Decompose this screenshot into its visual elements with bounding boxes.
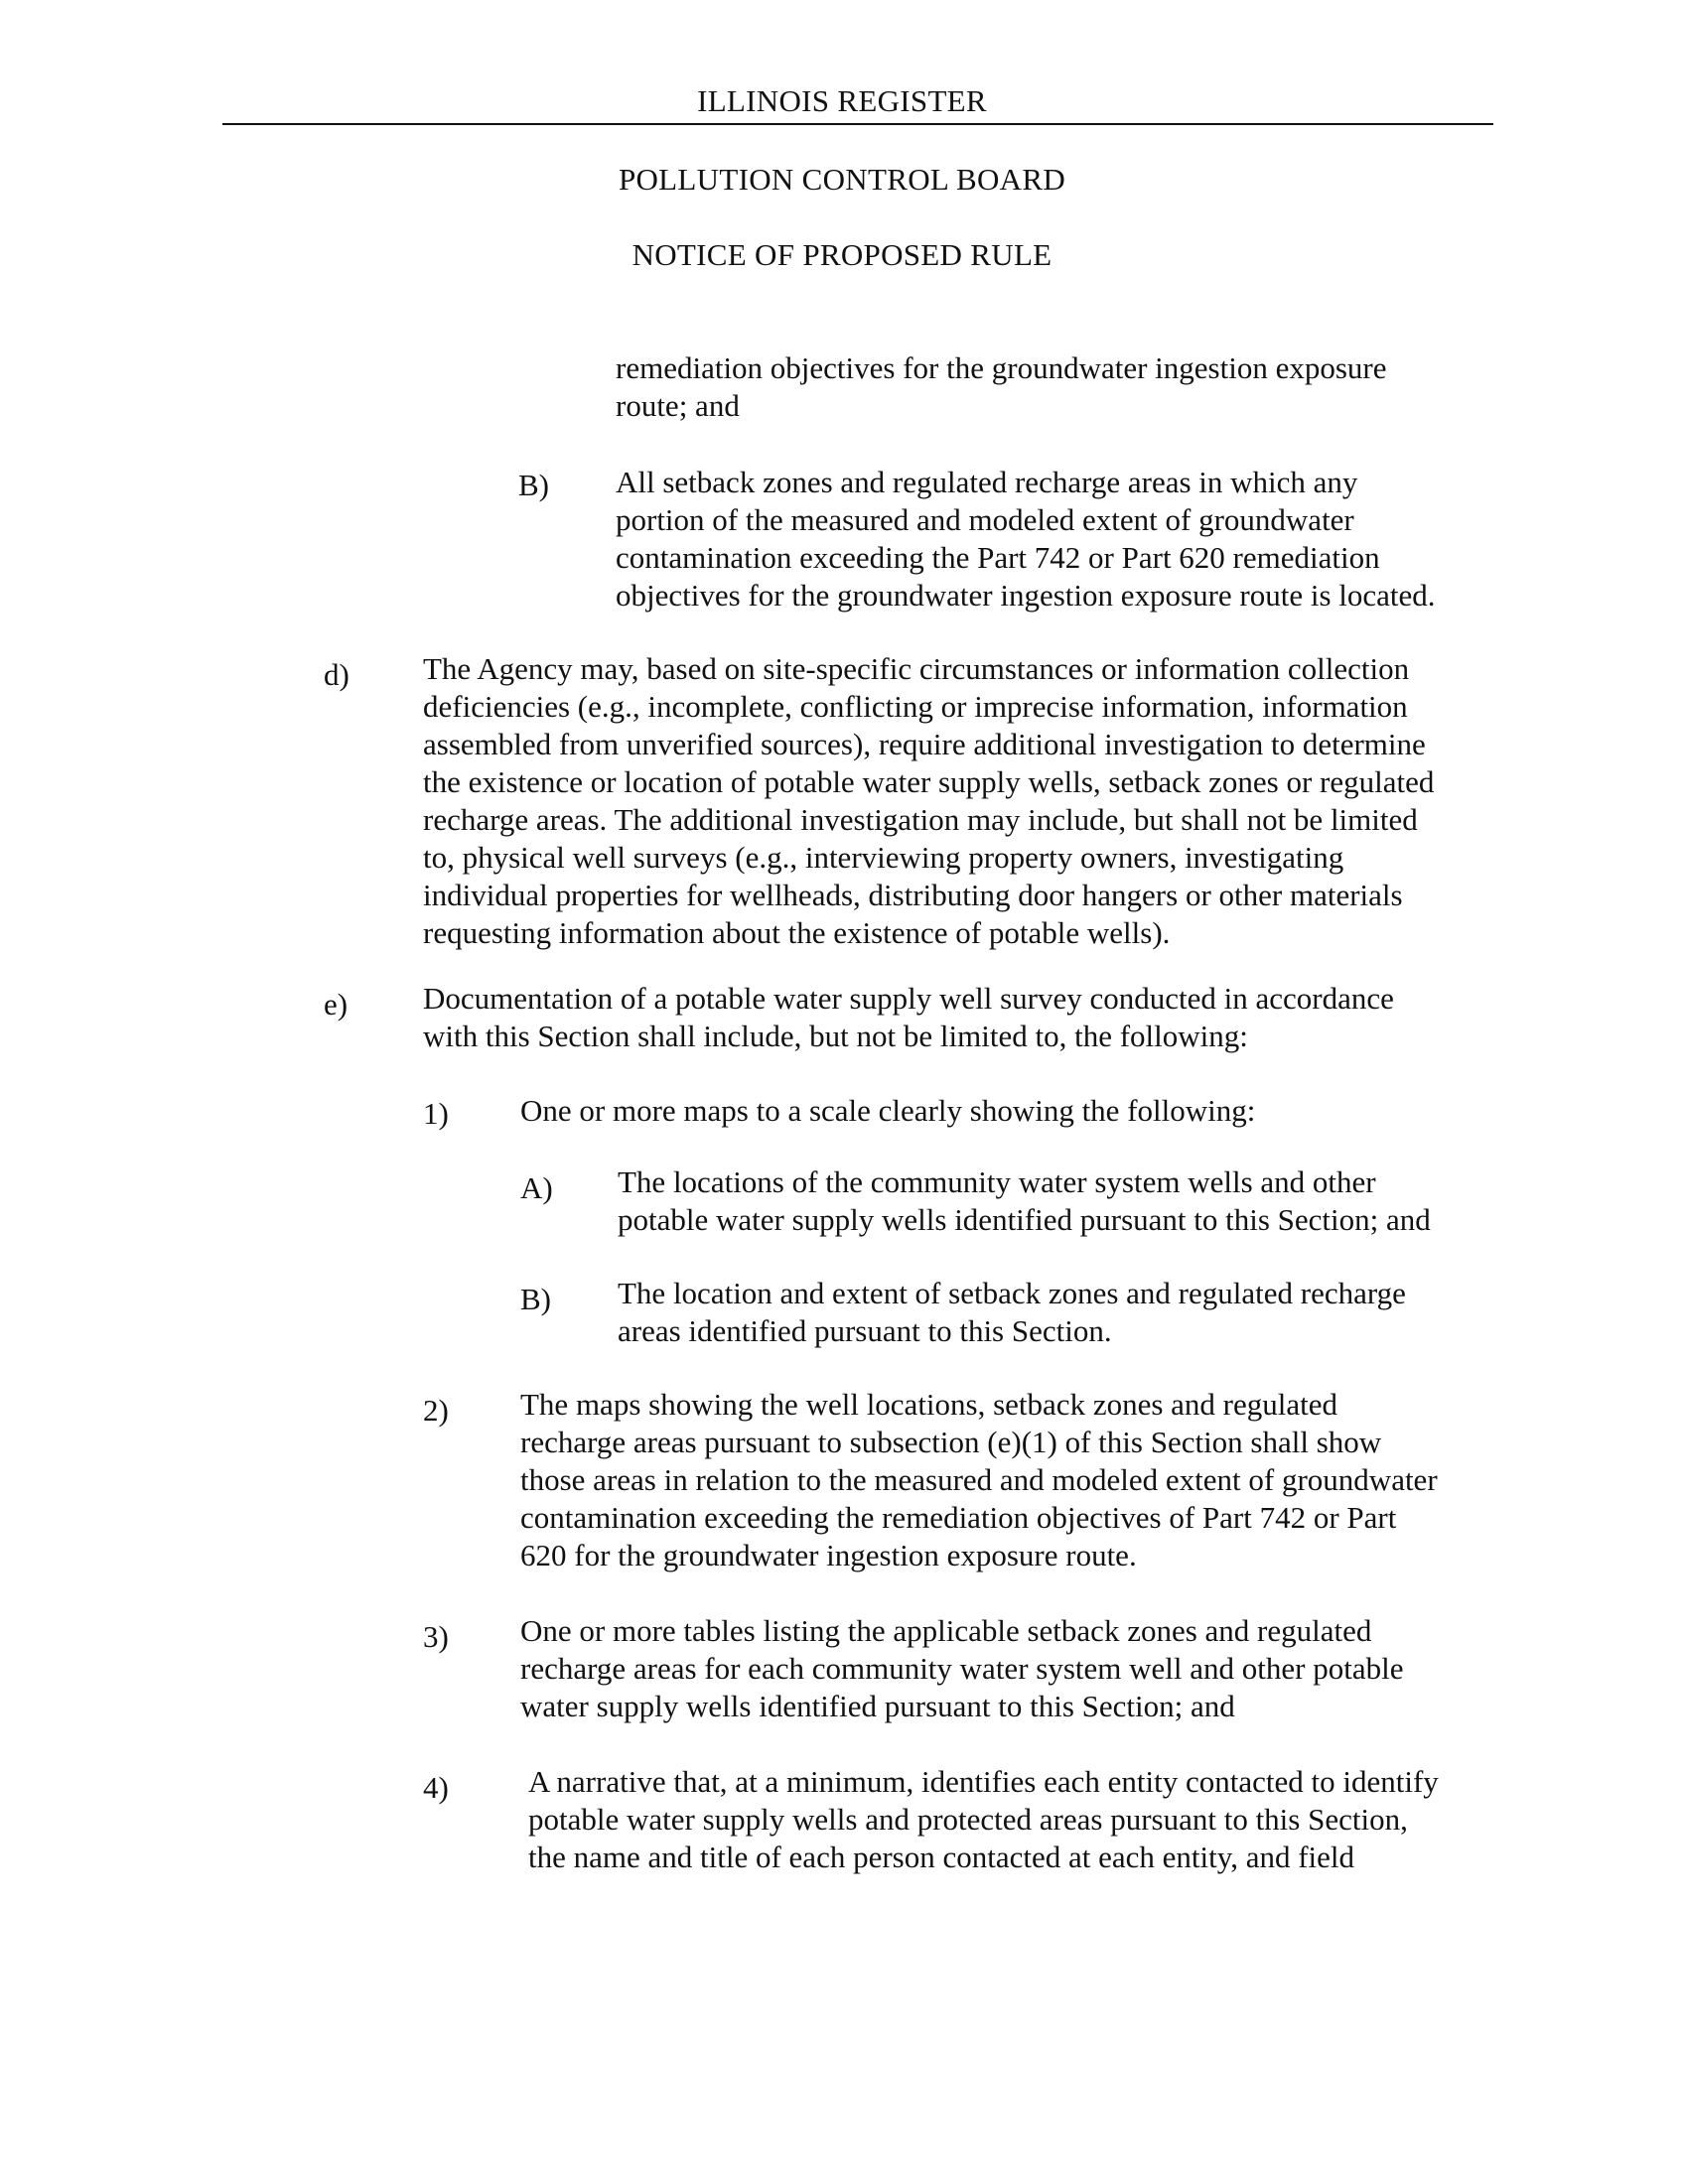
text-line: areas identified pursuant to this Section. [618, 1313, 1112, 1348]
text-line: to, physical well surveys (e.g., interviewing property owners, investigating [423, 840, 1344, 875]
text-line: the name and title of each person contacted at each entity, and field [528, 1840, 1355, 1874]
text-line: The location and extent of setback zones and regulated recharge [618, 1276, 1406, 1310]
section-label-e: e) [324, 987, 349, 1022]
text-line: requesting information about the existence of potable wells). [423, 915, 1171, 950]
paragraph-item-3 [520, 1612, 1403, 1725]
paragraph-item-4 [528, 1763, 1439, 1876]
item-label-3: 3) [423, 1619, 449, 1654]
text-line: Documentation of a potable water supply well survey conducted in accordance [423, 981, 1394, 1016]
item-label-b: B) [520, 1282, 551, 1316]
text-line: route; and [616, 388, 740, 423]
paragraph-item-b [616, 464, 1436, 614]
item-label-4: 4) [423, 1770, 449, 1805]
text-line: potable water supply wells identified pursuant to this Section; and [618, 1202, 1431, 1237]
text-line: deficiencies (e.g., incomplete, conflicting or imprecise information, information [423, 689, 1408, 724]
paragraph-item-b [618, 1275, 1406, 1350]
paragraph-item-2 [520, 1386, 1438, 1574]
text-line: The Agency may, based on site-specific circumstances or information collection [423, 651, 1410, 686]
text-line: One or more tables listing the applicable setback zones and regulated [520, 1613, 1372, 1648]
section-label-d: d) [324, 657, 350, 692]
text-line: The locations of the community water system wells and other [618, 1164, 1376, 1199]
text-line: water supply wells identified pursuant to this Section; and [520, 1689, 1235, 1723]
text-line: objectives for the groundwater ingestion exposure route is located. [616, 578, 1436, 613]
text-line: remediation objectives for the groundwater ingestion exposure [616, 350, 1387, 385]
text-line: with this Section shall include, but not be limited to, the following: [423, 1019, 1248, 1053]
text-line: those areas in relation to the measured and modeled extent of groundwater [520, 1462, 1438, 1497]
text-line: One or more maps to a scale clearly showing the following: [520, 1093, 1256, 1128]
text-line: contamination exceeding the remediation objectives of Part 742 or Part [520, 1500, 1397, 1535]
header-rule [222, 123, 1493, 125]
text-line: potable water supply wells and protected areas pursuant to this Section, [528, 1802, 1408, 1837]
item-label-a: A) [520, 1170, 553, 1205]
text-line: recharge areas pursuant to subsection (e)(1) of this Section shall show [520, 1425, 1382, 1459]
text-line: assembled from unverified sources), require additional investigation to determine [423, 727, 1426, 761]
text-line: contamination exceeding the Part 742 or Part 620 remediation [616, 540, 1380, 575]
paragraph-continuation [616, 349, 1386, 425]
text-line: the existence or location of potable water supply wells, setback zones or regulated [423, 764, 1435, 799]
item-label-1: 1) [423, 1096, 449, 1131]
paragraph-d [423, 650, 1434, 952]
text-line: portion of the measured and modeled extent of groundwater [616, 502, 1354, 537]
text-line: The maps showing the well locations, setback zones and regulated [520, 1387, 1337, 1422]
register-title: ILLINOIS REGISTER [697, 83, 987, 118]
notice-title: NOTICE OF PROPOSED RULE [632, 237, 1052, 272]
paragraph-item-1 [520, 1092, 1255, 1130]
paragraph-e [423, 980, 1394, 1055]
text-line: A narrative that, at a minimum, identifies each entity contacted to identify [528, 1764, 1439, 1799]
paragraph-item-a [618, 1163, 1431, 1239]
item-label-b: B) [518, 468, 549, 502]
text-line: recharge areas for each community water system well and other potable [520, 1651, 1404, 1686]
text-line: All setback zones and regulated recharge areas in which any [616, 465, 1358, 499]
board-title: POLLUTION CONTROL BOARD [618, 162, 1066, 197]
item-label-2: 2) [423, 1393, 449, 1428]
text-line: individual properties for wellheads, distributing door hangers or other materials [423, 878, 1403, 912]
text-line: 620 for the groundwater ingestion exposure route. [520, 1538, 1137, 1572]
text-line: recharge areas. The additional investigation may include, but shall not be limited [423, 802, 1418, 837]
